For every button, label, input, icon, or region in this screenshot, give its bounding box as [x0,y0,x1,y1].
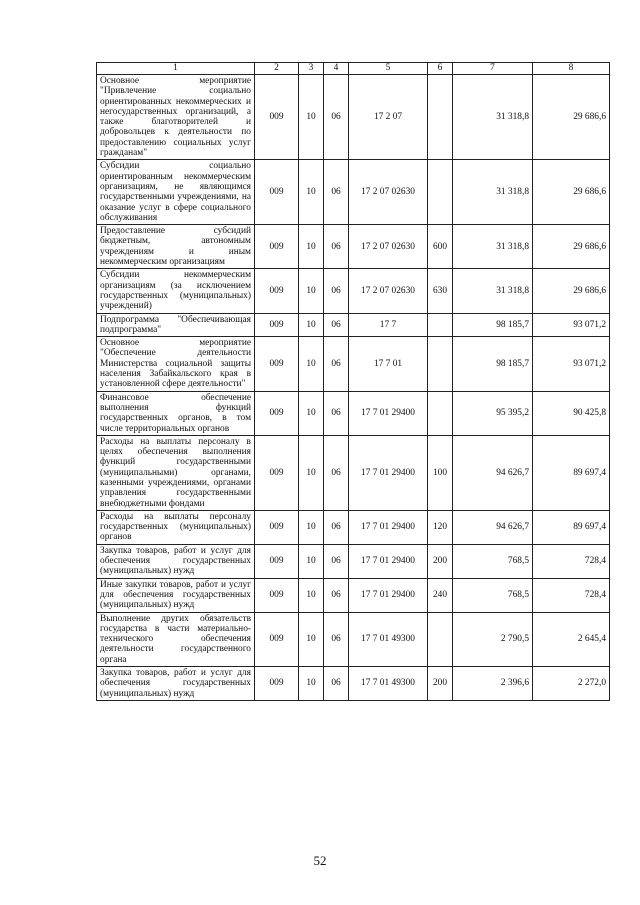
row-name: Иные закупки товаров, работ и услуг для обеспечения государственных (муниципальных) нужд [97,578,255,612]
section-code: 10 [299,435,324,510]
header-cell-7: 7 [453,63,533,75]
grbs-code: 009 [255,75,299,160]
section-code: 10 [299,337,324,391]
header-row [97,63,610,75]
grbs-code: 009 [255,313,299,337]
grbs-code: 009 [255,269,299,313]
subsection-code: 06 [324,313,349,337]
header-cell-2: 2 [255,63,299,75]
amount-col7: 31 318,8 [453,225,533,269]
header-cell-3: 3 [299,63,324,75]
section-code: 10 [299,313,324,337]
grbs-code: 009 [255,578,299,612]
page-number: 52 [313,853,327,868]
expense-type-code: 600 [428,225,453,269]
section-code: 10 [299,667,324,701]
row-name: Расходы на выплаты персоналу государственных (муниципальных) органов [97,510,255,544]
table-row [97,391,610,435]
expense-type-code: 100 [428,435,453,510]
table-row [97,544,610,578]
amount-col7: 31 318,8 [453,75,533,160]
subsection-code: 06 [324,667,349,701]
section-code: 10 [299,578,324,612]
section-code: 10 [299,510,324,544]
table-row [97,435,610,510]
grbs-code: 009 [255,612,299,666]
row-name: Расходы на выплаты персоналу в целях обеспечения выполнения функций государственными (муниципальными) органами, казенными учреждениями, органами управления государственными внебюджетными фондами [97,435,255,510]
amount-col8: 728,4 [533,578,610,612]
amount-col7: 98 185,7 [453,313,533,337]
grbs-code: 009 [255,391,299,435]
amount-col7: 95 395,2 [453,391,533,435]
subsection-code: 06 [324,160,349,225]
table-row [97,337,610,391]
section-code: 10 [299,391,324,435]
table-row [97,612,610,666]
amount-col8: 29 686,6 [533,225,610,269]
amount-col8: 29 686,6 [533,269,610,313]
subsection-code: 06 [324,337,349,391]
budget-table [96,62,610,701]
subsection-code: 06 [324,578,349,612]
row-name: Основное мероприятие "Обеспечение деятельности Министерства социальной защиты населения Забайкальского края в установленной сфере деятельности" [97,337,255,391]
header-cell-8: 8 [533,63,610,75]
amount-col7: 31 318,8 [453,160,533,225]
section-code: 10 [299,75,324,160]
target-article-code: 17 2 07 02630 [349,225,428,269]
amount-col8: 29 686,6 [533,160,610,225]
amount-col8: 728,4 [533,544,610,578]
target-article-code: 17 7 01 29400 [349,435,428,510]
section-code: 10 [299,612,324,666]
row-name: Субсидии социально ориентированным некоммерческим организациям, не являющимся государственными учреждениями, на оказание услуг в сфере социального обслуживания [97,160,255,225]
expense-type-code [428,313,453,337]
amount-col7: 98 185,7 [453,337,533,391]
amount-col8: 93 071,2 [533,337,610,391]
subsection-code: 06 [324,435,349,510]
subsection-code: 06 [324,510,349,544]
table-body [97,63,610,701]
expense-type-code [428,160,453,225]
grbs-code: 009 [255,435,299,510]
table-row [97,160,610,225]
header-cell-1: 1 [97,63,255,75]
expense-type-code [428,391,453,435]
header-cell-5: 5 [349,63,428,75]
grbs-code: 009 [255,510,299,544]
target-article-code: 17 7 01 29400 [349,578,428,612]
amount-col8: 89 697,4 [533,510,610,544]
table-row [97,578,610,612]
subsection-code: 06 [324,225,349,269]
row-name: Закупка товаров, работ и услуг для обеспечения государственных (муниципальных) нужд [97,544,255,578]
amount-col8: 2 272,0 [533,667,610,701]
target-article-code: 17 7 [349,313,428,337]
subsection-code: 06 [324,612,349,666]
table-row [97,269,610,313]
grbs-code: 009 [255,667,299,701]
grbs-code: 009 [255,337,299,391]
row-name: Закупка товаров, работ и услуг для обеспечения государственных (муниципальных) нужд [97,667,255,701]
table-row [97,313,610,337]
expense-type-code: 120 [428,510,453,544]
grbs-code: 009 [255,544,299,578]
target-article-code: 17 2 07 02630 [349,269,428,313]
table-row [97,510,610,544]
target-article-code: 17 2 07 02630 [349,160,428,225]
amount-col7: 768,5 [453,578,533,612]
header-cell-4: 4 [324,63,349,75]
amount-col8: 2 645,4 [533,612,610,666]
target-article-code: 17 7 01 29400 [349,391,428,435]
subsection-code: 06 [324,544,349,578]
amount-col8: 90 425,8 [533,391,610,435]
expense-type-code: 240 [428,578,453,612]
section-code: 10 [299,160,324,225]
table-row [97,75,610,160]
row-name: Финансовое обеспечение выполнения функций государственных органов, в том числе территориальных органов [97,391,255,435]
expense-type-code [428,337,453,391]
header-cell-6: 6 [428,63,453,75]
expense-type-code: 630 [428,269,453,313]
section-code: 10 [299,269,324,313]
row-name: Предоставление субсидий бюджетным, автономным учреждениям и иным некоммерческим организациям [97,225,255,269]
subsection-code: 06 [324,75,349,160]
expense-type-code [428,612,453,666]
amount-col8: 89 697,4 [533,435,610,510]
table-row [97,225,610,269]
target-article-code: 17 7 01 49300 [349,667,428,701]
expense-type-code [428,75,453,160]
expense-type-code: 200 [428,667,453,701]
row-name: Подпрограмма "Обеспечивающая подпрограмма" [97,313,255,337]
section-code: 10 [299,225,324,269]
subsection-code: 06 [324,391,349,435]
target-article-code: 17 7 01 29400 [349,544,428,578]
row-name: Выполнение других обязательств государства в части материально-технического обеспечения деятельности государственного органа [97,612,255,666]
expense-type-code: 200 [428,544,453,578]
section-code: 10 [299,544,324,578]
amount-col7: 31 318,8 [453,269,533,313]
row-name: Основное мероприятие "Привлечение социально ориентированных некоммерческих и негосударственных организаций, а также благотворителей и добровольцев к деятельности по предоставлению социальных услуг гражданам" [97,75,255,160]
target-article-code: 17 7 01 [349,337,428,391]
target-article-code: 17 7 01 49300 [349,612,428,666]
target-article-code: 17 7 01 29400 [349,510,428,544]
amount-col7: 2 790,5 [453,612,533,666]
grbs-code: 009 [255,225,299,269]
grbs-code: 009 [255,160,299,225]
amount-col7: 768,5 [453,544,533,578]
amount-col8: 93 071,2 [533,313,610,337]
table-row [97,667,610,701]
amount-col7: 2 396,6 [453,667,533,701]
amount-col7: 94 626,7 [453,510,533,544]
amount-col8: 29 686,6 [533,75,610,160]
subsection-code: 06 [324,269,349,313]
budget-table-sheet [96,62,609,701]
amount-col7: 94 626,7 [453,435,533,510]
row-name: Субсидии некоммерческим организациям (за исключением государственных (муниципальных) учреждений) [97,269,255,313]
target-article-code: 17 2 07 [349,75,428,160]
